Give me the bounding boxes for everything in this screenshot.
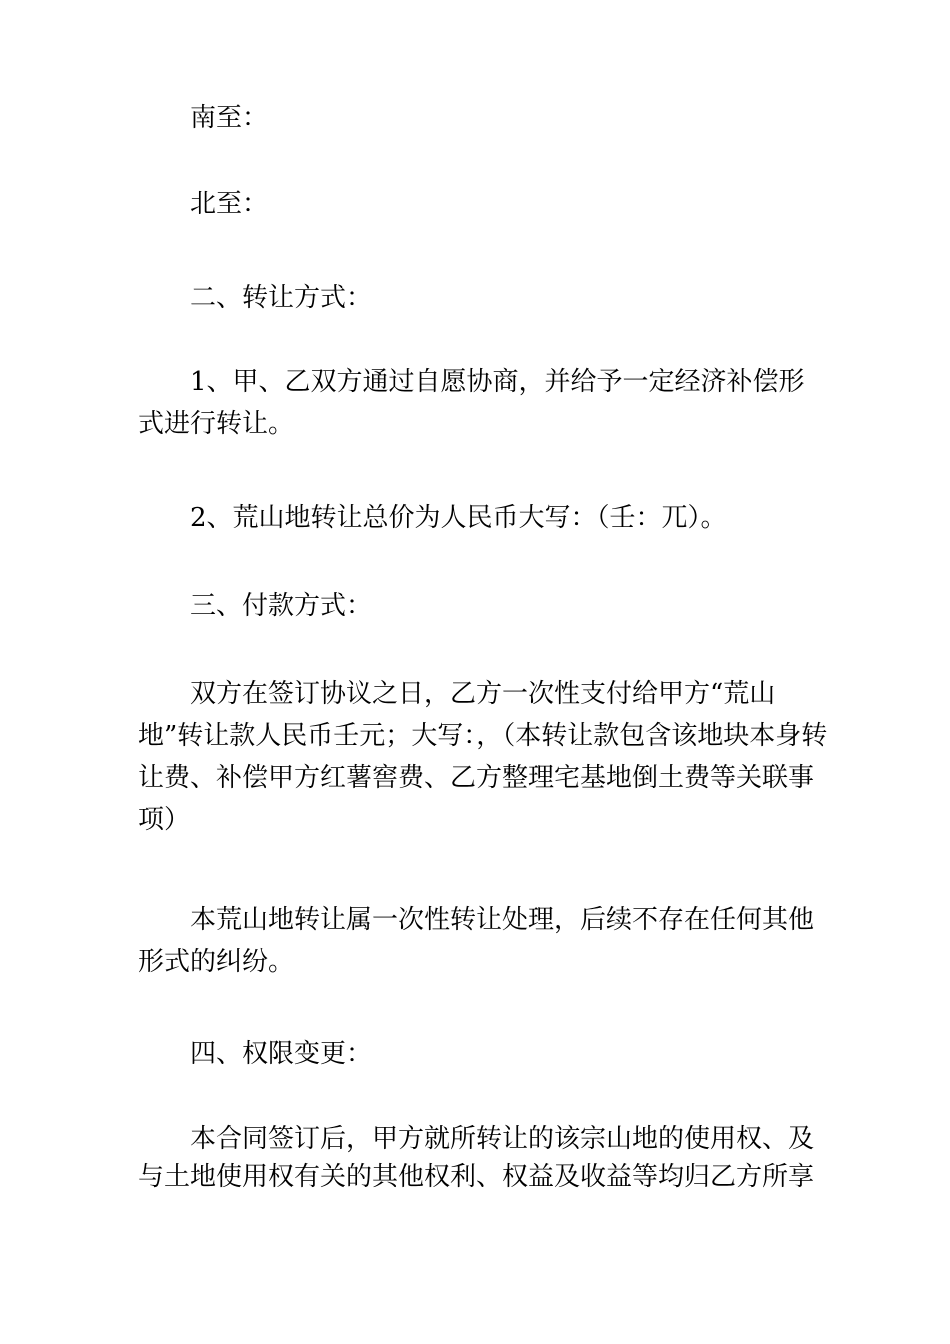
section-heading-payment-method: 三、付款方式： xyxy=(190,591,373,621)
paragraph-rights-change-terms: 本合同签订后，甲方就所转让的该宗山地的使用权、及与土地使用权有关的其他权利、权益及收益等均归乙方所享 xyxy=(138,1124,815,1192)
paragraph-transfer-clause-2: 2、荒山地转让总价为人民币大写：（壬：兀）。 xyxy=(190,503,727,533)
section-heading-transfer-method: 二、转让方式： xyxy=(190,283,373,313)
paragraph-one-time-transfer: 本荒山地转让属一次性转让处理，后续不存在任何其他形式的纠纷。 xyxy=(138,905,815,977)
paragraph-transfer-clause-1: 1、甲、乙双方通过自愿协商，并给予一定经济补偿形式进行转让。 xyxy=(138,367,805,439)
paragraph-payment-terms: 双方在签订协议之日，乙方一次性支付给甲方“荒山地”转让款人民币壬元；大写：，（本转让款包含该地块本身转让费、补偿甲方红薯窖费、乙方整理宅基地倒土费等关联事项） xyxy=(138,679,828,835)
section-heading-rights-change: 四、权限变更： xyxy=(190,1039,373,1069)
paragraph-north-boundary: 北至： xyxy=(190,189,269,219)
paragraph-south-boundary: 南至： xyxy=(190,103,269,133)
